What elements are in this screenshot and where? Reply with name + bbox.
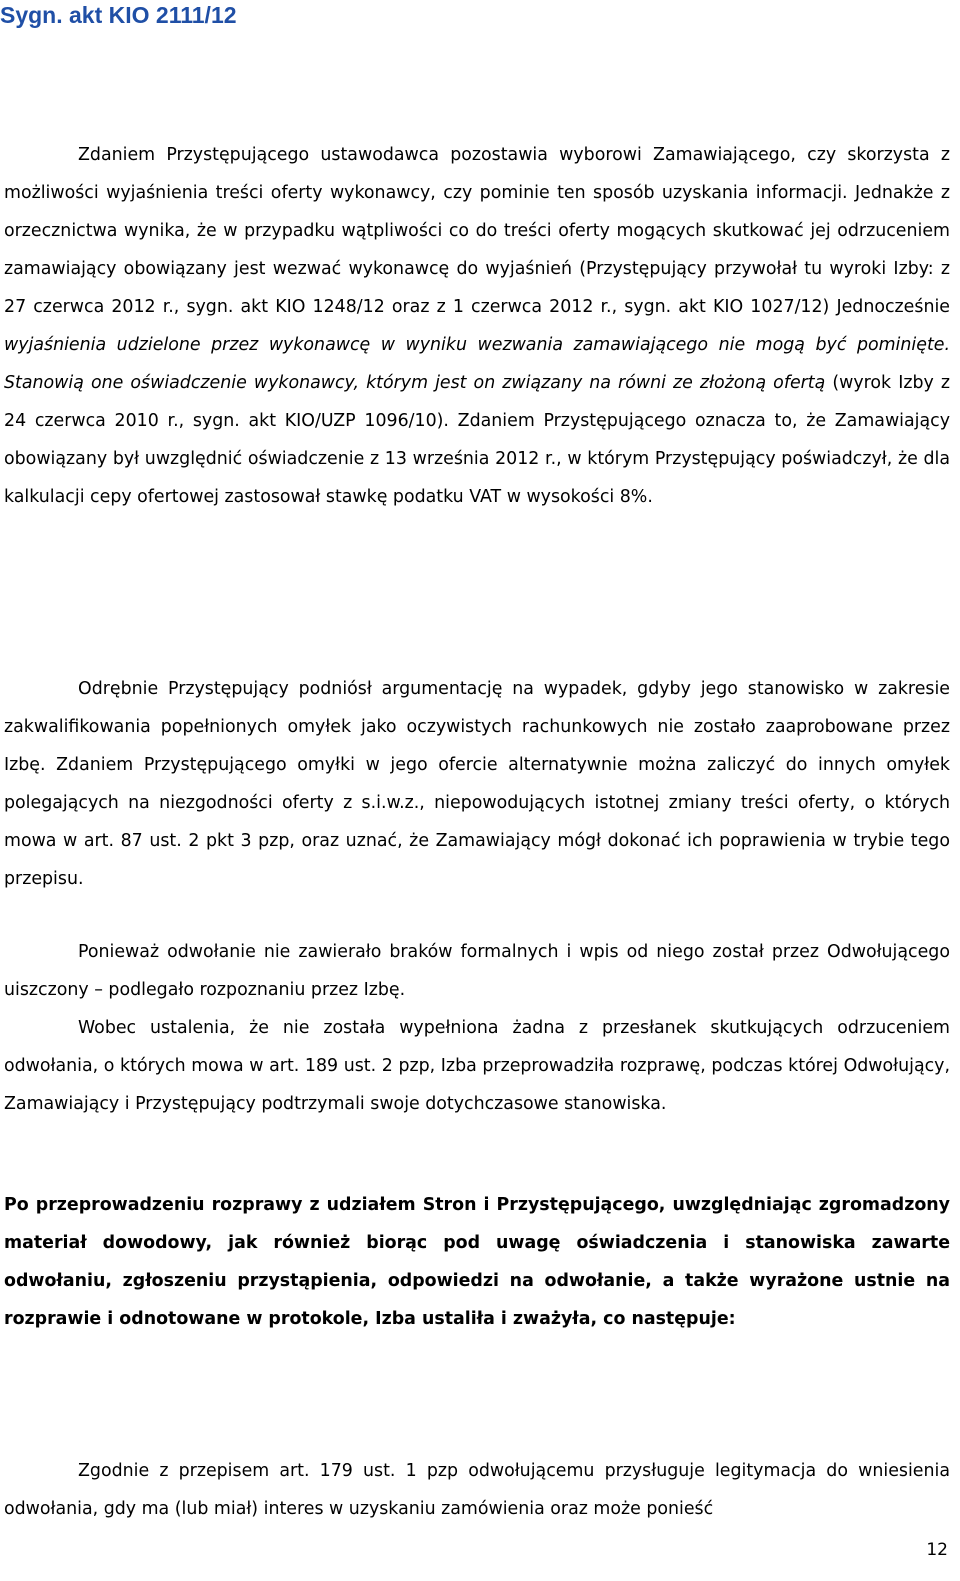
paragraph-text: (wyrok Izby z 24 czerwca 2010 r., sygn. akt KIO/UZP 1096/10). Zdaniem Przystępującego oznacza to, że Zamawiający obowiązany był uwzględnić oświadczenie z 13 września 2012 r., w którym Przystępujący poświadczył, że dla kalkulacji cepy ofertowej zastosował stawkę podatku VAT w wysokości 8%.: [4, 373, 950, 507]
paragraph-hearing: Wobec ustalenia, że nie została wypełniona żadna z przesłanek skutkujących odrzuceniem odwołania, o których mowa w art. 189 ust. 2 pzp, Izba przeprowadziła rozprawę, podczas której Odwołujący, Zamawiający i Przystępujący podtrzymali swoje dotychczasowe stanowiska.: [4, 1018, 950, 1114]
paragraph-text: Zdaniem Przystępującego ustawodawca pozostawia wyborowi Zamawiającego, czy skorzysta z możliwości wyjaśnienia treści oferty wykonawcy, czy pominie ten sposób uzyskania informacji. Jednakże z orzecznictwa wynika, że w przypadku wątpliwości co do treści oferty mogących skutkować jej odrzuceniem zamawiający obowiązany jest wezwać wykonawcę do wyjaśnień (Przystępujący przywołał tu wyroki Izby: z 27 czerwca 2012 r., sygn. akt KIO 1248/12 oraz z 1 czerwca 2012 r., sygn. akt KIO 1027/12) Jednocześnie: [4, 145, 950, 317]
paragraph-legal-standing: Zgodnie z przepisem art. 179 ust. 1 pzp odwołującemu przysługuje legitymacja do wniesienia odwołania, gdy ma (lub miał) interes w uzyskaniu zamówienia oraz może ponieść: [4, 1461, 950, 1519]
page-number: 12: [926, 1540, 948, 1560]
paragraph-alternative-argument: Odrębnie Przystępujący podniósł argumentację na wypadek, gdyby jego stanowisko w zakresie zakwalifikowania popełnionych omyłek jako oczywistych rachunkowych nie zostało zaaprobowane przez Izbę. Zdaniem Przystępującego omyłki w jego ofercie alternatywnie można zaliczyć do innych omyłek polegających na niezgodności oferty z s.i.w.z., niepowodujących istotnej zmiany treści oferty, o których mowa w art. 87 ust. 2 pkt 3 pzp, oraz uznać, że Zamawiający mógł dokonać ich poprawienia w trybie tego przepisu.: [4, 679, 950, 889]
paragraph-formal-requirements: Ponieważ odwołanie nie zawierało braków formalnych i wpis od niego został przez Odwołującego uiszczony – podlegało rozpoznaniu przez Izbę.: [4, 942, 950, 1000]
paragraph-italic-quote: wyjaśnienia udzielone przez wykonawcę w wyniku wezwania zamawiającego nie mogą być pominięte. Stanowią one oświadczenie wykonawcy, którym jest on związany na równi ze złożoną ofertą: [4, 335, 950, 393]
paragraph-findings-heading: Po przeprowadzeniu rozprawy z udziałem Stron i Przystępującego, uwzględniając zgromadzony materiał dowodowy, jak również biorąc pod uwagę oświadczenia i stanowiska zawarte odwołaniu, zgłoszeniu przystąpienia, odpowiedzi na odwołanie, a także wyrażone ustnie na rozprawie i odnotowane w protokole, Izba ustaliła i zważyła, co następuje:: [4, 1195, 950, 1329]
paragraph-intervener-position: [4, 136, 950, 516]
document-signature-header: Sygn. akt KIO 2111/12: [0, 2, 237, 28]
